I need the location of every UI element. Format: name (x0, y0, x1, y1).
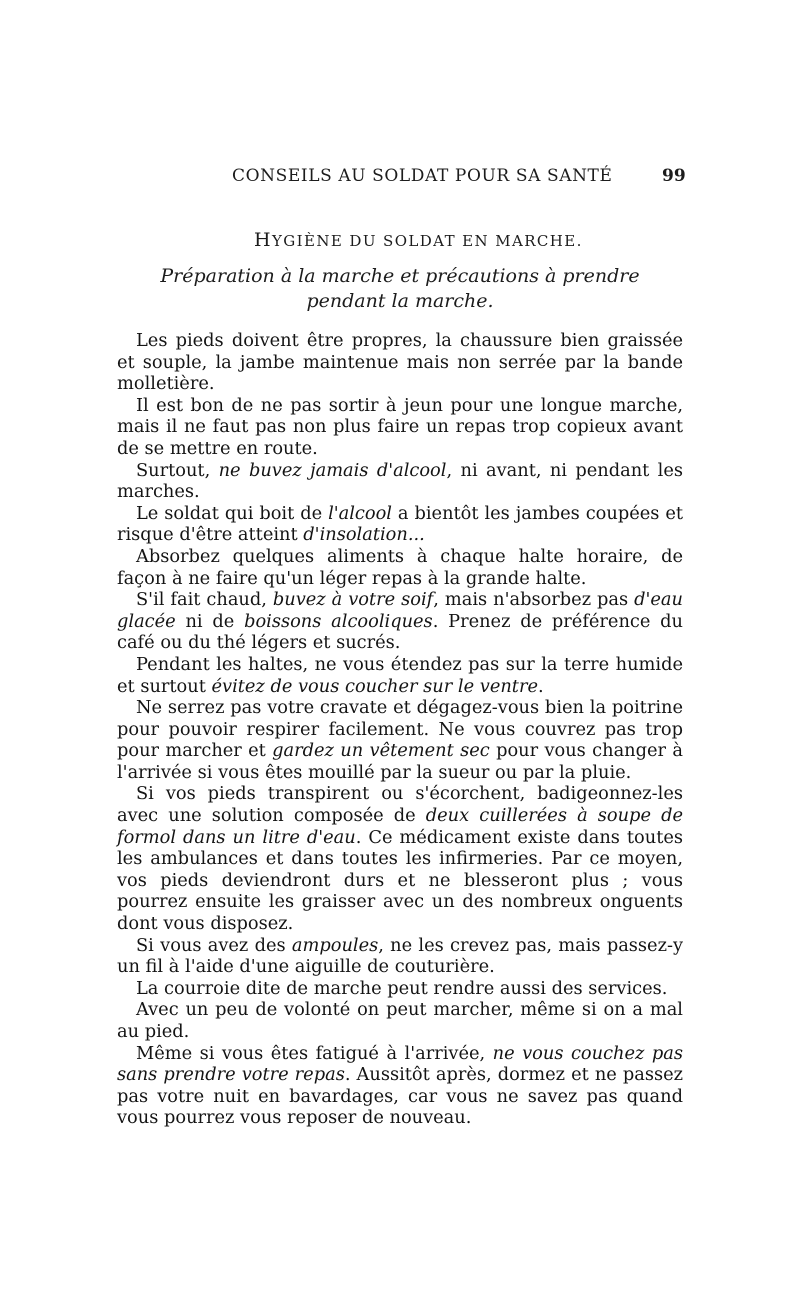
text-run: a bientôt les jambes coupées et risque d'être atteint (117, 502, 683, 546)
italic-text: ampoules (291, 934, 379, 956)
section-subtitle (117, 264, 683, 314)
text-run: Si vos pieds transpirent ou s'écorchent, badigeonnez-les avec une solution composée de (117, 783, 683, 827)
text-run: Pendant les haltes, ne vous étendez pas sur la terre humide et surtout (117, 653, 683, 697)
text-run: pour vous changer à l'arrivée si vous êtes mouillé par la sueur ou par la pluie. (117, 740, 683, 783)
text-run: La courroie dite de marche peut rendre aussi des services. (136, 977, 668, 999)
body-text (117, 330, 683, 1129)
italic-text: gardez un vêtement sec (272, 740, 490, 762)
subtitle-line-1: Préparation à la marche et précautions à prendre (160, 265, 640, 287)
italic-text: buvez à votre soif (272, 589, 434, 611)
paragraph (117, 503, 683, 546)
paragraph (117, 654, 683, 697)
text-run: Absorbez quelques aliments à chaque halte horaire, de façon à ne faire qu'un léger repas à la grande halte. (117, 545, 683, 589)
text-run: Même si vous êtes fatigué à l'arrivée, (136, 1042, 493, 1064)
italic-text: ne buvez jamais d'alcool (218, 459, 447, 481)
paragraph (117, 783, 683, 934)
paragraph (117, 1043, 683, 1129)
section-title-initial: H (254, 229, 272, 251)
text-run: Les pieds doivent être propres, la chaussure bien graissée et souple, la jambe maintenue mais non serrée par la bande molletière. (117, 330, 683, 395)
text-run: . Prenez de préférence du café ou du thé légers et sucrés. (117, 610, 683, 654)
paragraph (117, 978, 683, 1000)
italic-text: évitez de vous coucher sur le ventre (211, 675, 538, 697)
subtitle-line-2: pendant la marche. (306, 290, 494, 312)
text-run: . Aussitôt après, dormez et ne passez pas votre nuit en bavardages, car vous ne savez pas quand vous pourrez vous reposer de nouveau. (117, 1064, 683, 1129)
italic-text: d'eau glacée (117, 589, 683, 632)
italic-text: boissons alcooliques (244, 610, 433, 632)
text-run: , mais n'absorbez pas (433, 589, 635, 611)
text-run: , ne les crevez pas, mais passez-y un fil à l'aide d'une aiguille de couturière. (117, 934, 683, 978)
text-run: , ni avant, ni pendant les marches. (117, 459, 683, 503)
paragraph (117, 546, 683, 589)
italic-text: deux cuillerées à soupe de formol dans un litre d'eau (117, 805, 683, 848)
paragraph (117, 935, 683, 978)
paragraph (117, 330, 683, 395)
text-run: Le soldat qui boit de (136, 502, 329, 524)
paragraph (117, 395, 683, 460)
text-run: Surtout, (136, 459, 219, 481)
text-run: ni de (175, 610, 245, 632)
text-run: Ne serrez pas votre cravate et dégagez-vous bien la poitrine pour pouvoir respirer facilement. Ne vous couvrez pas trop pour marcher et (117, 697, 683, 762)
text-run: . Ce médicament existe dans toutes les ambulances et dans toutes les infirmeries. Par ce moyen, vos pieds deviendront durs et ne blesseront plus ; vous pourrez ensuite les graisser avec un des nombreux onguents dont vous disposez. (117, 826, 683, 935)
page-number: 99 (662, 166, 686, 186)
paragraph (117, 697, 683, 783)
text-run: . (537, 675, 544, 697)
section-title-rest: YGIÈNE DU SOLDAT EN MARCHE. (271, 232, 583, 250)
text-run: Il est bon de ne pas sortir à jeun pour une longue marche, mais il ne faut pas non plus faire un repas trop copieux avant de se mettre en route. (117, 394, 683, 459)
paragraph (117, 589, 683, 654)
italic-text: ne vous couchez pas sans prendre votre repas (117, 1042, 683, 1086)
running-head: CONSEILS AU SOLDAT POUR SA SANTÉ (232, 166, 613, 186)
italic-text: d'insolation... (303, 524, 425, 546)
italic-text: l'alcool (328, 502, 392, 524)
paragraph (117, 460, 683, 503)
section-title (254, 229, 583, 251)
paragraph (117, 999, 683, 1042)
text-run: Si vous avez des (136, 934, 292, 956)
text-run: S'il fait chaud, (136, 589, 273, 611)
text-run: Avec un peu de volonté on peut marcher, même si on a mal au pied. (117, 999, 683, 1042)
